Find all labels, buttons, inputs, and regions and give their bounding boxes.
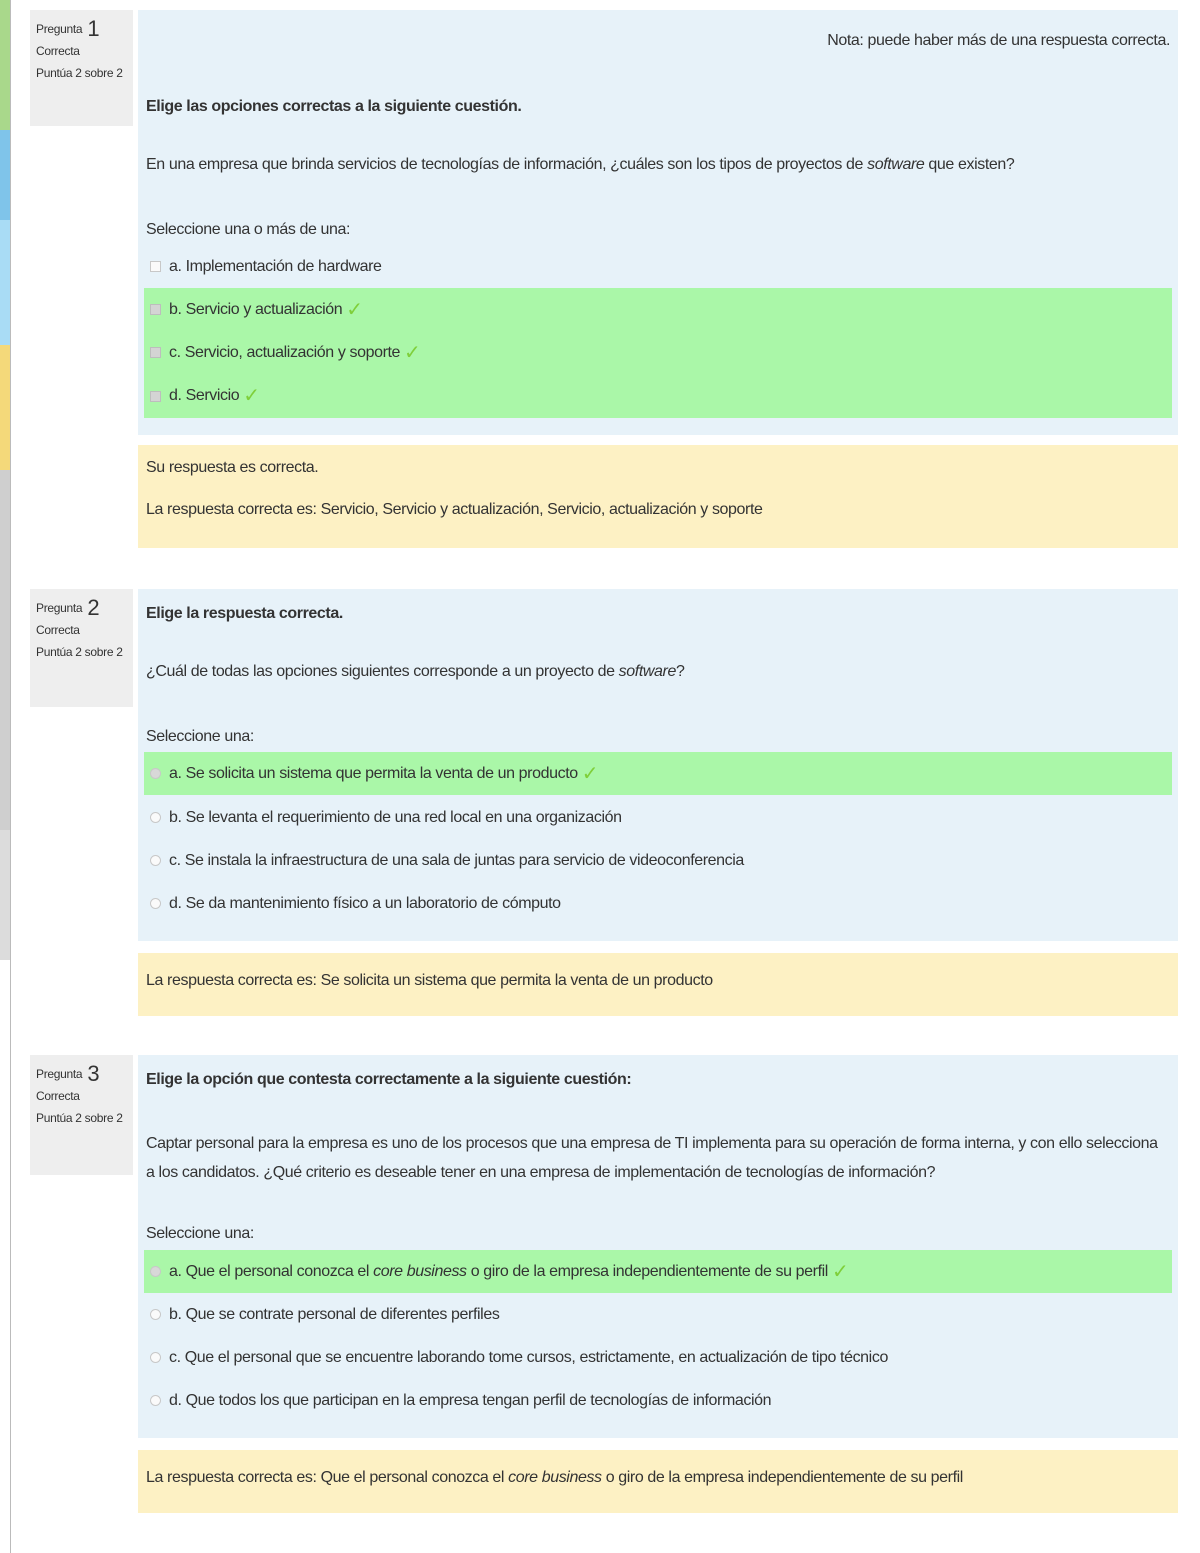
question-score: Puntúa 2 sobre 2 (36, 1111, 123, 1125)
feedback-correct-answer: La respuesta correcta es: Se solicita un sistema que permita la venta de un producto (146, 972, 713, 989)
correct-check-icon: ✓ (346, 298, 363, 321)
answer-option-c[interactable] (144, 1336, 1172, 1379)
question-label: Pregunta (36, 1067, 83, 1081)
answer-option-d[interactable] (144, 882, 1172, 925)
question-label: Pregunta (36, 601, 83, 615)
option-label: b. Que se contrate personal de diferentes perfiles (169, 1305, 500, 1323)
question-number: 2 (87, 595, 100, 620)
question-score: Puntúa 2 sobre 2 (36, 66, 123, 80)
answer-option-c[interactable] (144, 331, 1172, 374)
option-checkbox[interactable] (150, 391, 161, 402)
correct-check-icon: ✓ (831, 1260, 849, 1283)
feedback-panel-1 (138, 445, 1178, 548)
option-checkbox[interactable] (150, 261, 161, 272)
correct-check-icon: ✓ (243, 385, 260, 407)
question-panel-1 (138, 10, 1178, 435)
option-label: c. Servicio, actualización y soporte (169, 343, 401, 361)
option-label: a. Implementación de hardware (169, 257, 382, 275)
question-label: Pregunta (36, 22, 83, 36)
question-text: Captar personal para la empresa es uno de los procesos que una empresa de TI implementa para su operación de forma interna, y con ello selecciona a los candidatos. ¿Qué criterio es deseable tener en una empresa de implementación de tecnologías de información? (146, 1135, 1158, 1181)
option-label: d. Que todos los que participan en la empresa tengan perfil de tecnologías de información (169, 1391, 772, 1409)
answer-option-b[interactable] (144, 796, 1172, 839)
option-radio[interactable] (150, 812, 161, 823)
answer-prompt: Seleccione una: (146, 728, 254, 745)
question-info-1 (30, 10, 133, 126)
answer-option-a[interactable] (144, 245, 1172, 288)
option-radio[interactable] (150, 898, 161, 909)
correct-check-icon: ✓ (404, 341, 421, 364)
question-panel-3 (138, 1055, 1178, 1438)
option-radio[interactable] (150, 1395, 161, 1406)
option-radio[interactable] (150, 1266, 161, 1277)
option-radio[interactable] (150, 1352, 161, 1363)
question-number: 1 (87, 16, 100, 41)
question-state: Correcta (36, 1089, 80, 1103)
option-label: b. Se levanta el requerimiento de una red local en una organización (169, 808, 622, 826)
question-text: En una empresa que brinda servicios de tecnologías de información, ¿cuáles son los tipos de proyectos de software que existen? (146, 156, 1015, 173)
answer-option-d[interactable] (144, 1379, 1172, 1422)
question-state: Correcta (36, 44, 80, 58)
option-label: c. Que el personal que se encuentre laborando tome cursos, estrictamente, en actualización de tipo técnico (169, 1348, 888, 1366)
feedback-panel-2 (138, 953, 1178, 1016)
option-radio[interactable] (150, 1309, 161, 1320)
side-stripe (0, 0, 11, 1553)
feedback-panel-3 (138, 1450, 1178, 1513)
correct-check-icon: ✓ (581, 762, 599, 785)
answer-option-d[interactable] (144, 374, 1172, 418)
question-instruction: Elige las opciones correctas a la siguiente cuestión. (146, 98, 522, 115)
answer-prompt: Seleccione una o más de una: (146, 221, 351, 238)
answer-option-b[interactable] (144, 288, 1172, 331)
answer-option-c[interactable] (144, 839, 1172, 882)
answer-prompt: Seleccione una: (146, 1225, 254, 1242)
question-number: 3 (87, 1061, 100, 1086)
option-label: b. Servicio y actualización (169, 300, 343, 318)
feedback-correct-answer: La respuesta correcta es: Que el personal conozca el core business o giro de la empresa independientemente de su perfil (146, 1469, 963, 1486)
answer-option-a[interactable] (144, 1250, 1172, 1293)
option-checkbox[interactable] (150, 304, 161, 315)
question-instruction: Elige la respuesta correcta. (146, 605, 343, 622)
option-checkbox[interactable] (150, 347, 161, 358)
option-label: a. Se solicita un sistema que permita la venta de un producto (169, 764, 578, 782)
option-radio[interactable] (150, 855, 161, 866)
question-state: Correcta (36, 623, 80, 637)
question-text: ¿Cuál de todas las opciones siguientes corresponde a un proyecto de software? (146, 663, 685, 680)
feedback-correct-answer: La respuesta correcta es: Servicio, Servicio y actualización, Servicio, actualización y soporte (146, 501, 763, 518)
answer-option-b[interactable] (144, 1293, 1172, 1336)
option-label: c. Se instala la infraestructura de una sala de juntas para servicio de videoconferencia (169, 851, 744, 869)
question-panel-2 (138, 589, 1178, 941)
question-info-3 (30, 1055, 133, 1175)
option-label: d. Se da mantenimiento físico a un laboratorio de cómputo (169, 894, 561, 912)
answer-option-a[interactable] (144, 752, 1172, 795)
question-instruction: Elige la opción que contesta correctamente a la siguiente cuestión: (146, 1071, 632, 1088)
question-info-2 (30, 589, 133, 707)
option-label: a. Que el personal conozca el core business o giro de la empresa independientemente de su perfil (169, 1262, 828, 1280)
question-score: Puntúa 2 sobre 2 (36, 645, 123, 659)
question-note: Nota: puede haber más de una respuesta correcta. (827, 32, 1170, 49)
option-label: d. Servicio (169, 387, 240, 404)
feedback-result: Su respuesta es correcta. (146, 459, 319, 476)
option-radio[interactable] (150, 768, 161, 779)
